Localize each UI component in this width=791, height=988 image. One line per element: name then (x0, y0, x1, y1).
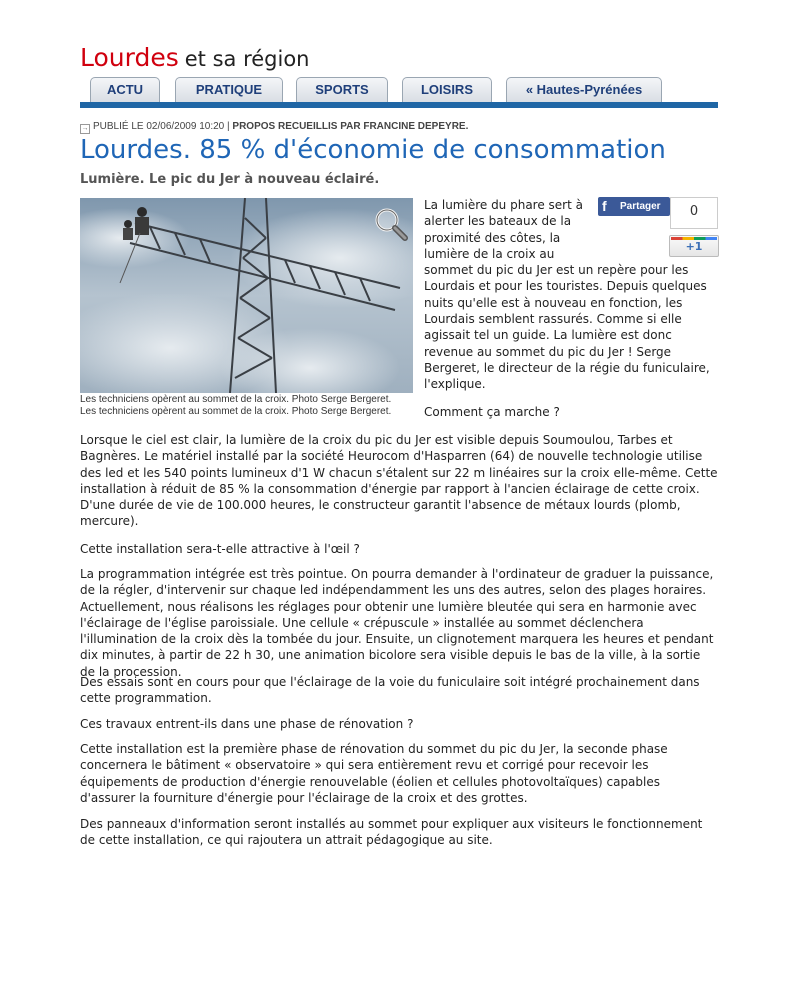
meta-separator: | (227, 121, 230, 132)
published-label: PUBLIÉ LE (93, 121, 144, 132)
tab-label: PRATIQUE (195, 82, 263, 97)
tab-pratique[interactable] (175, 77, 283, 102)
nav-bar (80, 102, 718, 108)
paragraph-1: Lorsque le ciel est clair, la lumière de la croix du pic du Jer est visible depuis Soumoulou, Tarbes et Bagnères. Le matériel installé par la société Heurocom d'Hasparren (64) de nouvelle technologie utilise des led et les 540 points lumineux d'1 W chacun s'étalent sur 22 m linéaires sur la croix elle-même. Cette installation à réduit de 85 % la consommation d'énergie par rapport à l'ancien éclairage de cette croix. D'une durée de vie de 100.000 heures, le constructeur garantit l'absence de métaux lourds (plomb, mercure). (80, 433, 718, 529)
article-author: PROPOS RECUEILLIS PAR FRANCINE DEPEYRE. (232, 121, 469, 132)
lead-rest: sommet du pic du Jer est un repère pour les Lourdais et pour les touristes. Depuis quelques nuits qu'elle est à nouveau en fonction, les Lourdais semblent rassurés. Comme si elle agissait tel un guide. La lumière est donc revenue au sommet du pic du Jer ! Serge Bergeret, le directeur de la régie du funiculaire, l'explique. (424, 263, 710, 392)
article-lead (424, 197, 718, 393)
paragraph-4: Cette installation est la première phase de rénovation du sommet du pic du Jer, la seconde phase concernera le bâtiment « observatoire » qui sera entièrement revu et corrigé pour recevoir les équipements de production d'énergie renouvelable (éolien et cellules photovoltaïques) capables d'assurer la fourniture d'énergie pour l'éclairage de la croix et des grottes. (80, 742, 668, 805)
tab-sports[interactable] (296, 77, 388, 102)
tab-label: « Hautes-Pyrénées (525, 82, 643, 97)
tab-label: ACTU (106, 82, 144, 97)
facebook-share-label: Partager (620, 201, 661, 212)
paragraph-2: La programmation intégrée est très pointue. On pourra demander à l'ordinateur de graduer la puissance, de la régler, d'intervenir sur chaque led indépendamment les uns des autres, selon des plages horaires. Actuellement, nous réalisons les réglages pour obtenir une lumière bleutée qui sera en harmonie avec l'éclairage de l'église paroissiale. Une cellule « crépuscule » installée au sommet déclenchera l'illumination de la croix dès la tombée du jour. Ensuite, un clignotement marquera les heures et pendant dix minutes, à partir de 22 h 30, une animation bicolore sera visible depuis le bas de la ville, à la sortie de la procession. (80, 567, 714, 679)
photo-caption-duplicate: Les techniciens opèrent au sommet de la croix. Photo Serge Bergeret. (80, 406, 392, 417)
question-3: Ces travaux entrent-ils dans une phase de rénovation ? (80, 717, 414, 731)
tab-hautes-pyrenees[interactable] (506, 77, 662, 102)
tab-actu[interactable] (90, 77, 160, 102)
published-date: 02/06/2009 10:20 (146, 121, 225, 132)
article-meta (80, 121, 468, 134)
paragraph-3: Des essais sont en cours pour que l'éclairage de la voie du funiculaire soit intégré prochainement dans cette programmation. (80, 675, 700, 706)
paragraph-5: Des panneaux d'information seront installés au sommet pour expliquer aux visiteurs le fonctionnement de cette installation, ce qui rajoutera un attrait pédagogique au site. (80, 817, 703, 848)
google-plus-label: +1 (685, 240, 703, 253)
question-2: Cette installation sera-t-elle attractive à l'œil ? (80, 542, 360, 556)
arrow-box-icon: → (81, 125, 89, 132)
tab-label: LOISIRS (420, 82, 473, 97)
article-subtitle: Lumière. Le pic du Jer à nouveau éclairé. (80, 172, 380, 187)
brand-suffix: et sa région (184, 47, 310, 71)
cross-photo-illustration (80, 198, 413, 393)
photo-caption: Les techniciens opèrent au sommet de la croix. Photo Serge Bergeret. (80, 394, 392, 405)
main-nav (80, 76, 718, 103)
article-photo[interactable] (80, 198, 413, 393)
brand-name: Lourdes (80, 43, 179, 72)
article-title: Lourdes. 85 % d'économie de consommation (80, 135, 666, 165)
share-count: 0 (670, 197, 718, 229)
tab-label: SPORTS (315, 82, 369, 97)
tab-loisirs[interactable] (402, 77, 492, 102)
site-brand[interactable] (80, 43, 309, 72)
facebook-f-icon: f (602, 198, 607, 214)
magnifier-icon[interactable] (374, 207, 408, 241)
lead-top: La lumière du phare sert à alerter les bateaux de la proximité des côtes, la lumière de la croix au (424, 198, 583, 261)
question-1: Comment ça marche ? (424, 405, 560, 419)
